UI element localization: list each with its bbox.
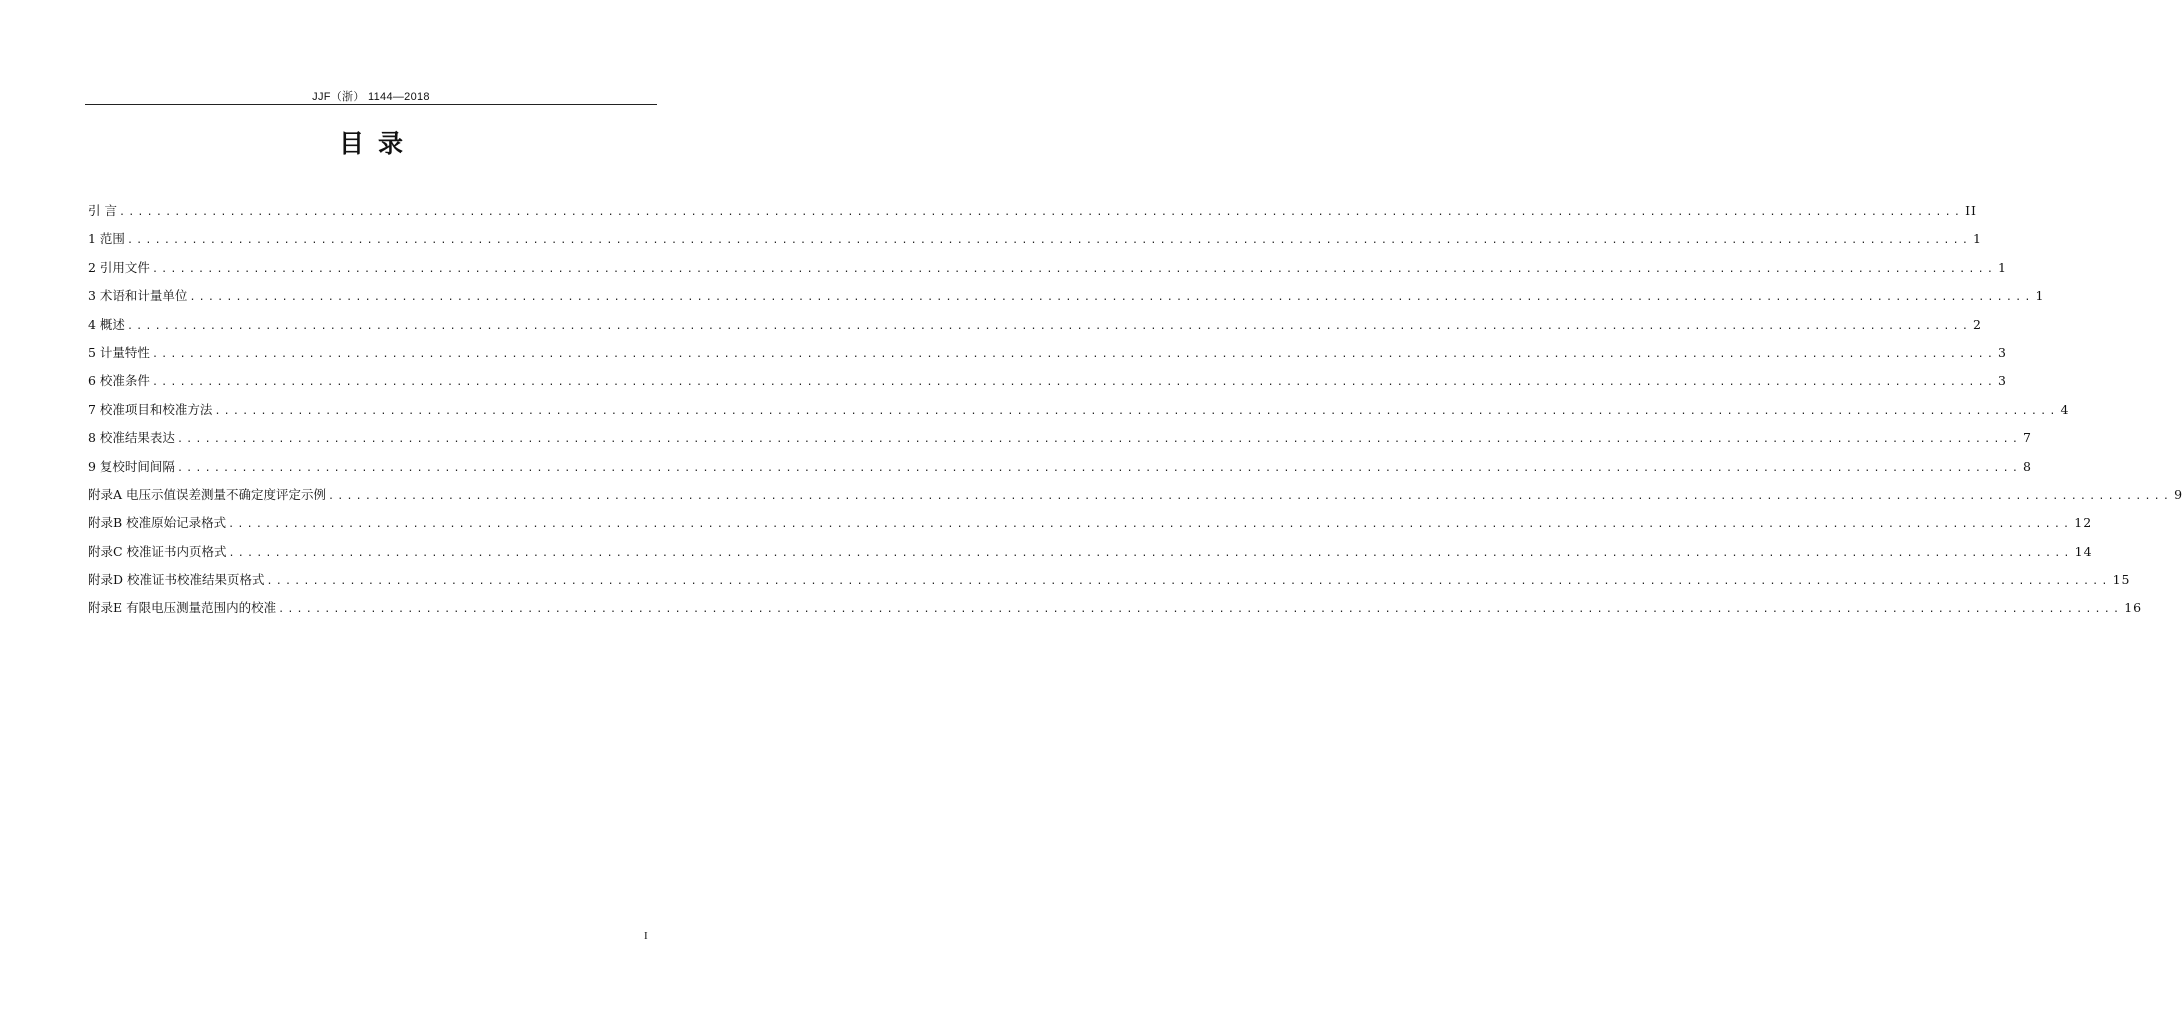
toc-entry[interactable] — [88, 342, 2007, 370]
toc-entry-label: 附录D 校准证书校准结果页格式 — [88, 572, 265, 588]
toc-entry-label: 附录E 有限电压测量范围内的校准 — [88, 600, 277, 616]
toc-entry-label: 附录C 校准证书内页格式 — [88, 543, 227, 559]
toc-entry-page: 12 — [2074, 515, 2093, 531]
toc-entry-page: 9 — [2174, 486, 2183, 502]
toc-entry-label: 附录A 电压示值误差测量不确定度评定示例 — [88, 486, 327, 502]
toc-entry[interactable] — [88, 484, 2183, 512]
toc-entry-page: 2 — [1973, 316, 1982, 332]
toc-entry[interactable] — [88, 370, 2007, 398]
toc-entry-label: 附录B 校准原始记录格式 — [88, 515, 227, 531]
toc-entry[interactable] — [88, 399, 2070, 427]
toc-entry[interactable] — [88, 569, 2131, 597]
toc-entry[interactable] — [88, 541, 2093, 569]
toc-entry-page: 16 — [2124, 600, 2143, 616]
toc-entry[interactable] — [88, 228, 1982, 256]
toc-entry-label: 2 引用文件 — [88, 259, 150, 275]
toc-entry-label: 4 概述 — [88, 316, 125, 332]
toc-dot-leader: ........................................................................................................................................................................................................ — [126, 320, 1972, 332]
toc-entry-page: 7 — [2023, 430, 2032, 446]
running-header: JJF（浙） 1144—2018 — [312, 91, 430, 103]
toc-dot-leader: ........................................................................................................................................................................................................ — [278, 604, 2123, 616]
toc-entry-page: 8 — [2023, 458, 2032, 474]
toc-entry[interactable] — [88, 200, 1977, 228]
toc-entry-page: 1 — [1973, 231, 1982, 247]
toc-entry-label: 9 复校时间间隔 — [88, 458, 175, 474]
toc-entry[interactable] — [88, 285, 2045, 313]
toc-dot-leader: ........................................................................................................................................................................................................ — [228, 547, 2073, 559]
toc-entry-page: 1 — [1998, 259, 2007, 275]
toc-dot-leader: ........................................................................................................................................................................................................ — [126, 235, 1972, 247]
toc-entry[interactable] — [88, 257, 2007, 285]
toc-dot-leader: ........................................................................................................................................................................................................ — [214, 405, 2059, 417]
toc-dot-leader: ........................................................................................................................................................................................................ — [266, 576, 2111, 588]
toc-entry-label: 8 校准结果表达 — [88, 430, 175, 446]
toc-dot-leader: ........................................................................................................................................................................................................ — [151, 348, 1997, 360]
table-of-contents — [88, 200, 2183, 626]
toc-entry-page: 3 — [1998, 373, 2007, 389]
toc-entry-page: 3 — [1998, 344, 2007, 360]
toc-dot-leader: ........................................................................................................................................................................................................ — [176, 462, 2022, 474]
toc-dot-leader: ........................................................................................................................................................................................................ — [228, 519, 2073, 531]
toc-dot-leader: ........................................................................................................................................................................................................ — [328, 490, 2173, 502]
page-number: I — [644, 930, 648, 942]
header-rule — [85, 104, 657, 105]
toc-entry-label: 引 言 — [88, 203, 117, 218]
toc-dot-leader: ........................................................................................................................................................................................................ — [151, 377, 1997, 389]
toc-entry[interactable] — [88, 597, 2143, 625]
toc-entry-label: 7 校准项目和校准方法 — [88, 401, 213, 417]
toc-entry-page: 1 — [2035, 288, 2045, 304]
toc-entry-label: 5 计量特性 — [88, 344, 150, 360]
toc-entry-label: 1 范围 — [88, 231, 125, 247]
toc-dot-leader: ........................................................................................................................................................................................................ — [151, 263, 1997, 275]
toc-entry-page: 4 — [2060, 401, 2070, 417]
toc-entry-label: 6 校准条件 — [88, 373, 150, 389]
page-title: 目录 — [338, 129, 417, 158]
toc-dot-leader: ........................................................................................................................................................................................................ — [189, 292, 2034, 304]
toc-entry-page: 14 — [2074, 543, 2093, 559]
toc-entry-label: 3 术语和计量单位 — [88, 288, 188, 304]
toc-entry[interactable] — [88, 427, 2032, 455]
toc-entry[interactable] — [88, 512, 2093, 540]
toc-entry-page: 15 — [2112, 572, 2131, 588]
toc-dot-leader: ........................................................................................................................................................................................................ — [176, 434, 2022, 446]
toc-entry[interactable] — [88, 314, 1982, 342]
toc-entry-page: II — [1965, 203, 1977, 218]
toc-dot-leader: ........................................................................................................................................................................................................ — [118, 207, 1964, 218]
toc-entry[interactable] — [88, 456, 2032, 484]
